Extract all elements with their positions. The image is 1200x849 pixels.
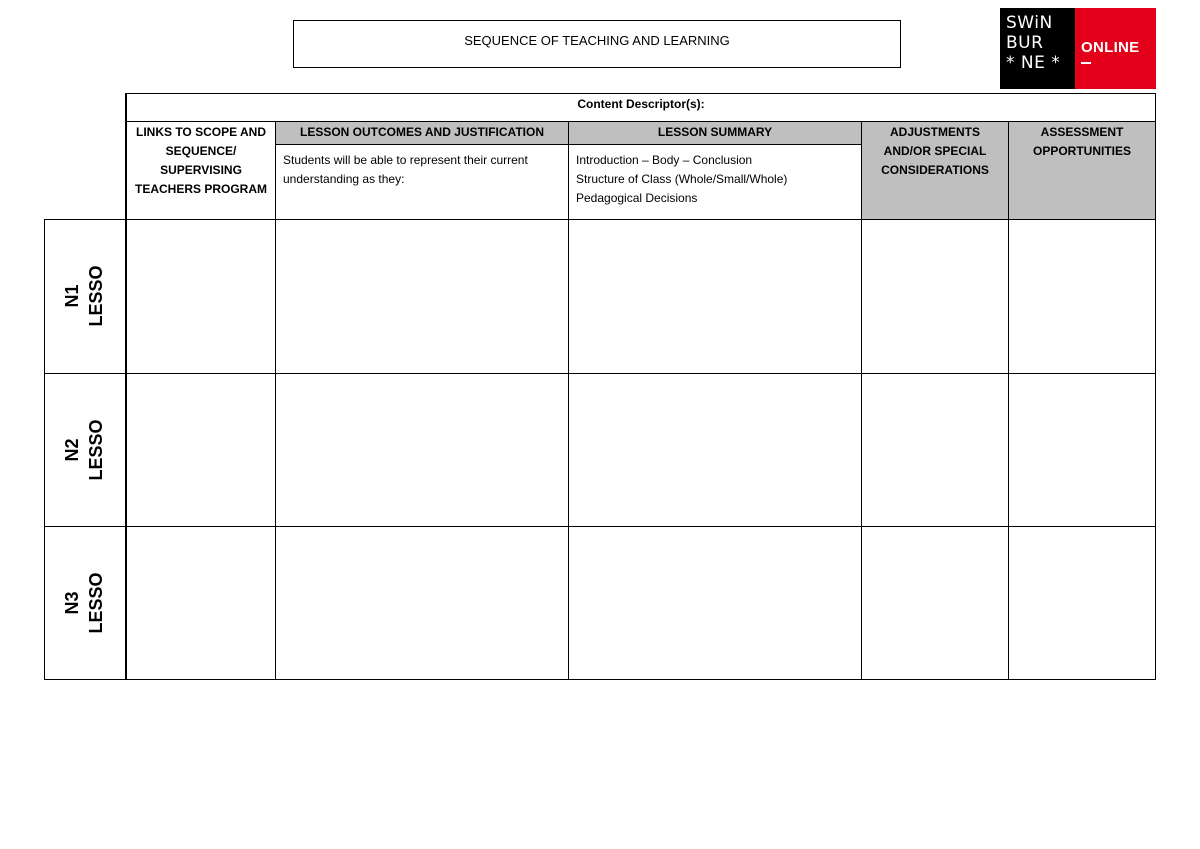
row-label-lesson-3 <box>54 553 114 653</box>
header-adjustments: ADJUSTMENTS AND/OR SPECIAL CONSIDERATIONS <box>881 125 989 177</box>
summary-line-1: Introduction – Body – Conclusion <box>576 153 753 167</box>
summary-line-2: Structure of Class (Whole/Small/Whole) <box>576 172 788 186</box>
header-links-scope: LINKS TO SCOPE AND SEQUENCE/ SUPERVISING TEACHERS PROGRAM <box>134 125 267 196</box>
table-top-border <box>125 93 1156 94</box>
table-bottom-border <box>44 679 1156 680</box>
descriptor-divider <box>125 121 1156 122</box>
summary-body <box>576 151 858 208</box>
logo-dash <box>1081 62 1091 64</box>
row2-bottom-border <box>44 526 1156 527</box>
logo-line-3: * NE * <box>1006 53 1061 73</box>
swinburne-online-logo <box>1000 8 1156 89</box>
header-assessment: ASSESSMENT OPPORTUNITIES <box>1032 125 1131 158</box>
outcomes-body-text: Students will be able to represent their current understanding as they: <box>283 153 528 186</box>
col1-border <box>275 121 276 680</box>
logo-wordmark <box>1000 8 1075 89</box>
document-title: SEQUENCE OF TEACHING AND LEARNING <box>293 20 901 68</box>
logo-online-text: ONLINE <box>1081 39 1140 56</box>
row2-label-b: N2 <box>62 438 82 462</box>
header-subdivider <box>276 144 862 145</box>
row-label-lesson-1 <box>54 246 114 346</box>
label-column-border <box>125 93 127 680</box>
table-right-border <box>1155 93 1156 680</box>
row3-label-a: LESSO <box>86 572 106 634</box>
header-bottom-border <box>44 219 1156 220</box>
row1-label-b: N1 <box>62 284 82 308</box>
row1-label-a: LESSO <box>86 265 106 327</box>
row1-bottom-border <box>44 373 1156 374</box>
row2-label-a: LESSO <box>86 419 106 481</box>
col4-border <box>1008 121 1009 680</box>
col2-border <box>568 121 569 680</box>
col3-border <box>861 121 862 680</box>
header-lesson-outcomes: LESSON OUTCOMES AND JUSTIFICATION <box>299 125 544 139</box>
summary-line-3: Pedagogical Decisions <box>576 191 698 205</box>
row-label-lesson-2 <box>54 400 114 500</box>
content-descriptor-label: Content Descriptor(s): <box>577 97 705 111</box>
logo-online-panel <box>1075 8 1156 89</box>
row3-label-b: N3 <box>62 591 82 615</box>
logo-line-1: SWiN <box>1006 13 1053 33</box>
logo-line-2: BUR <box>1006 33 1044 53</box>
header-lesson-summary: LESSON SUMMARY <box>657 125 773 139</box>
table-left-border <box>44 219 45 680</box>
